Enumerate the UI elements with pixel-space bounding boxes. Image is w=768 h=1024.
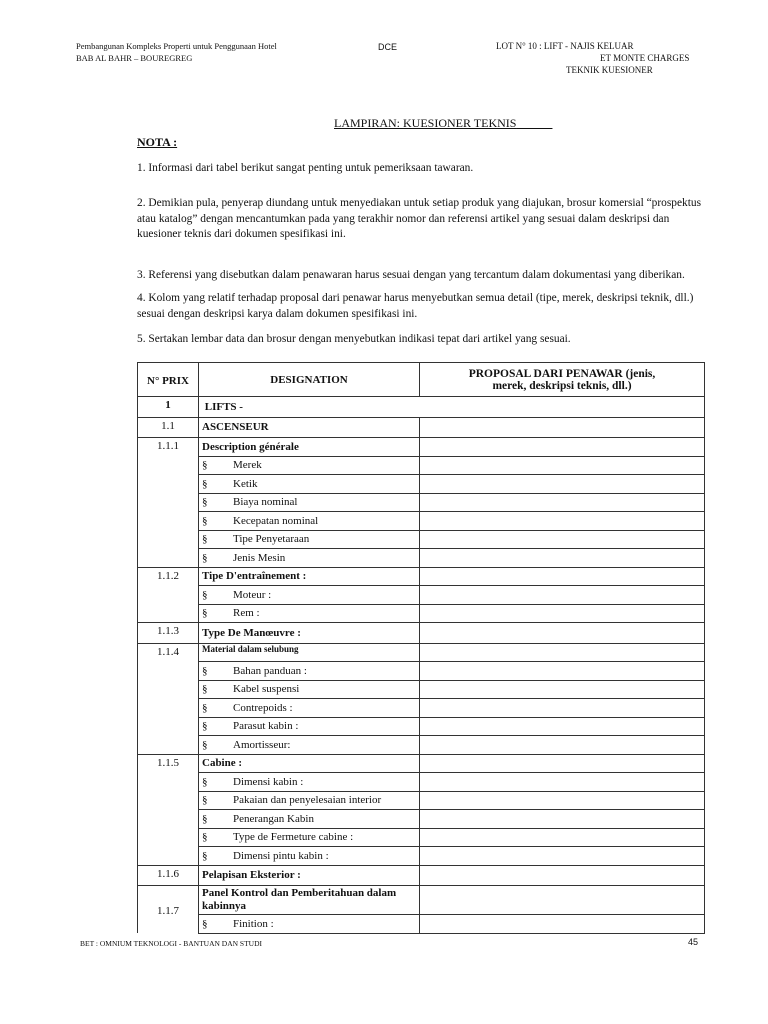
- sub-item-label: Kecepatan nominal: [233, 514, 319, 527]
- table-row: [138, 680, 705, 699]
- bullet-icon: §: [202, 533, 208, 546]
- row-label: [199, 397, 705, 418]
- bullet-icon: §: [202, 664, 208, 677]
- bullet-icon: §: [202, 775, 208, 788]
- row-label: Pelapisan Eksterior :: [199, 865, 420, 886]
- bullet-icon: §: [202, 917, 208, 930]
- table-row: [138, 549, 705, 568]
- header-project-line2: BAB AL BAHR – BOUREGREG: [76, 53, 193, 63]
- table-row: [138, 623, 705, 644]
- bullet-icon: §: [202, 738, 208, 751]
- sub-item: [199, 915, 420, 934]
- table-row: [138, 754, 705, 773]
- bullet-icon: §: [202, 477, 208, 490]
- bullet-icon: §: [202, 794, 208, 807]
- sub-item: [199, 456, 420, 475]
- header-lot-line2: ET MONTE CHARGES: [600, 53, 690, 63]
- sub-item: [199, 512, 420, 531]
- table-row: [138, 791, 705, 810]
- header-project: [76, 40, 277, 64]
- row-number: 1.1.1: [138, 438, 199, 568]
- header-lot-line1: LOT N° 10 : LIFT - NAJIS KELUAR: [496, 41, 634, 51]
- sub-item-label: Jenis Mesin: [233, 551, 286, 564]
- bullet-icon: §: [202, 588, 208, 601]
- row-number: 1.1.3: [138, 623, 199, 644]
- table-row: [138, 865, 705, 886]
- proposal-cell[interactable]: [420, 754, 705, 773]
- sub-item-label: Merek: [233, 459, 262, 472]
- sub-item-label: Penerangan Kabin: [233, 812, 314, 825]
- table-row: [138, 699, 705, 718]
- sub-item: [199, 530, 420, 549]
- proposal-cell[interactable]: [420, 865, 705, 886]
- sub-item-label: Amortisseur:: [233, 738, 291, 751]
- sub-item-label: Biaya nominal: [233, 496, 298, 509]
- row-label: ASCENSEUR: [199, 417, 420, 438]
- proposal-cell[interactable]: [420, 623, 705, 644]
- sub-item: [199, 828, 420, 847]
- proposal-cell[interactable]: [420, 456, 705, 475]
- bullet-icon: §: [202, 496, 208, 509]
- row-number: [138, 886, 199, 934]
- table-row: [138, 643, 705, 662]
- table-row: [138, 456, 705, 475]
- sub-item: [199, 475, 420, 494]
- sub-item-label: Bahan panduan :: [233, 664, 307, 677]
- row-label: Description générale: [199, 438, 420, 457]
- proposal-cell[interactable]: [420, 493, 705, 512]
- sub-item: [199, 699, 420, 718]
- col-designation-header: DESIGNATION: [199, 363, 420, 397]
- sub-item: [199, 717, 420, 736]
- proposal-cell[interactable]: [420, 586, 705, 605]
- proposal-cell[interactable]: [420, 662, 705, 681]
- title-underline-tail: [516, 116, 552, 130]
- note-3: 3. Referensi yang disebutkan dalam penawaran harus sesuai dengan yang tercantum dalam dokumentasi yang diberikan.: [137, 269, 685, 281]
- row-label: Tipe D'entraînement :: [199, 567, 420, 586]
- bullet-icon: §: [202, 551, 208, 564]
- proposal-cell[interactable]: [420, 773, 705, 792]
- sub-item: [199, 586, 420, 605]
- proposal-cell[interactable]: [420, 736, 705, 755]
- proposal-cell[interactable]: [420, 886, 705, 915]
- sub-item-label: Rem :: [233, 607, 260, 620]
- sub-item-label: Type de Fermeture cabine :: [233, 831, 354, 844]
- sub-item: [199, 662, 420, 681]
- proposal-cell[interactable]: [420, 604, 705, 623]
- sub-item-label: Pakaian dan penyelesaian interior: [233, 794, 382, 807]
- proposal-cell[interactable]: [420, 847, 705, 866]
- col-proposal-line1: PROPOSAL DARI PENAWAR (jenis,: [468, 367, 656, 380]
- row-number: 1.1.6: [138, 865, 199, 886]
- row-number-text: 1.1.7: [157, 904, 179, 917]
- proposal-cell[interactable]: [420, 828, 705, 847]
- proposal-cell[interactable]: [420, 699, 705, 718]
- header-lot-line3: TEKNIK KUESIONER: [566, 65, 653, 75]
- col-proposal-header: [420, 363, 705, 397]
- row-number: 1.1.5: [138, 754, 199, 865]
- sub-item: [199, 791, 420, 810]
- sub-item: [199, 604, 420, 623]
- sub-item-label: Finition :: [233, 917, 274, 930]
- proposal-cell[interactable]: [420, 417, 705, 438]
- row-number: 1.1.2: [138, 567, 199, 623]
- bullet-icon: §: [202, 459, 208, 472]
- table-row: [138, 847, 705, 866]
- table-row: [138, 810, 705, 829]
- note-2: 2. Demikian pula, penyerap diundang untuk menyediakan untuk setiap produk yang diajukan, brosur komersial “prospektus atau katalog” dengan mencantumkan pada yang terakhir nomor dan referensi artikel yang sesuai dalam deskripsi dan kuesioner teknis dari dokumen spesifikasi ini.: [137, 197, 702, 240]
- proposal-cell[interactable]: [420, 791, 705, 810]
- proposal-cell[interactable]: [420, 475, 705, 494]
- table-row: [138, 828, 705, 847]
- sub-item: [199, 549, 420, 568]
- sub-item: [199, 810, 420, 829]
- table-header-row: [138, 363, 705, 397]
- proposal-cell[interactable]: [420, 643, 705, 662]
- sub-item-label: Contrepoids :: [233, 701, 293, 714]
- sub-item: [199, 736, 420, 755]
- table-row: [138, 586, 705, 605]
- header-dce: DCE: [378, 42, 398, 52]
- header-lot: [496, 40, 689, 76]
- table-row: [138, 567, 705, 586]
- bullet-icon: §: [202, 683, 208, 696]
- row-label: Material dalam selubung: [199, 643, 420, 662]
- footer-left: BET : OMNIUM TEKNOLOGI - BANTUAN DAN STUDI: [80, 939, 263, 948]
- header-project-line1: Pembangunan Kompleks Properti untuk Penggunaan Hotel: [76, 41, 277, 51]
- page-title-text: LAMPIRAN: KUESIONER TEKNIS: [334, 116, 517, 130]
- table-row: [138, 530, 705, 549]
- bullet-icon: §: [202, 812, 208, 825]
- note-4: 4. Kolom yang relatif terhadap proposal dari penawar harus menyebutkan semua detail (tipe, merek, deskripsi teknik, dll.) sesuai dengan deskripsi karya dalam dokumen spesifikasi ini.: [137, 292, 694, 320]
- table-row: [138, 397, 705, 418]
- sub-item: [199, 773, 420, 792]
- col-prix-header: N° PRIX: [138, 363, 199, 397]
- table-row: [138, 493, 705, 512]
- page-number: 45: [688, 937, 699, 947]
- row-number: 1.1: [138, 417, 199, 438]
- sub-item-label: Moteur :: [233, 588, 272, 601]
- row-label: Cabine :: [199, 754, 420, 773]
- proposal-cell[interactable]: [420, 567, 705, 586]
- sub-item-label: Ketik: [233, 477, 258, 490]
- row-label-text: LIFTS -: [204, 400, 243, 413]
- bullet-icon: §: [202, 849, 208, 862]
- questionnaire-table: [137, 362, 705, 934]
- sub-item-label: Dimensi pintu kabin :: [233, 849, 329, 862]
- bullet-icon: §: [202, 831, 208, 844]
- row-number: 1.1.4: [138, 643, 199, 754]
- proposal-cell[interactable]: [420, 512, 705, 531]
- proposal-cell[interactable]: [420, 438, 705, 457]
- row-number: 1: [138, 397, 199, 418]
- sub-item-label: Dimensi kabin :: [233, 775, 304, 788]
- page-title: [334, 116, 552, 131]
- table-row: [138, 438, 705, 457]
- col-proposal-line2: merek, deskripsi teknis, dll.): [492, 379, 632, 392]
- row-label: Type De Manœuvre :: [199, 623, 420, 644]
- sub-item: [199, 493, 420, 512]
- sub-item: [199, 847, 420, 866]
- table-row: [138, 717, 705, 736]
- table-row: [138, 736, 705, 755]
- note-1: 1. Informasi dari tabel berikut sangat penting untuk pemeriksaan tawaran.: [137, 162, 474, 174]
- row-label: Panel Kontrol dan Pemberitahuan dalam kabinnya: [199, 886, 420, 915]
- sub-item-label: Kabel suspensi: [233, 683, 300, 696]
- bullet-icon: §: [202, 607, 208, 620]
- table-row: [138, 475, 705, 494]
- table-row: [138, 662, 705, 681]
- sub-item-label: Parasut kabin :: [233, 720, 299, 733]
- proposal-cell[interactable]: [420, 530, 705, 549]
- bullet-icon: §: [202, 701, 208, 714]
- proposal-cell[interactable]: [420, 717, 705, 736]
- bullet-icon: §: [202, 720, 208, 733]
- table-row: [138, 886, 705, 915]
- table-row: [138, 512, 705, 531]
- proposal-cell[interactable]: [420, 680, 705, 699]
- table-row: [138, 417, 705, 438]
- table-row: [138, 773, 705, 792]
- sub-item: [199, 680, 420, 699]
- sub-item-label: Tipe Penyetaraan: [233, 533, 310, 546]
- bullet-icon: §: [202, 514, 208, 527]
- note-5: 5. Sertakan lembar data dan brosur dengan menyebutkan indikasi tepat dari artikel yang sesuai.: [137, 333, 571, 345]
- proposal-cell[interactable]: [420, 549, 705, 568]
- nota-heading: NOTA :: [137, 135, 178, 149]
- proposal-cell[interactable]: [420, 915, 705, 934]
- table-row: [138, 915, 705, 934]
- table-row: [138, 604, 705, 623]
- proposal-cell[interactable]: [420, 810, 705, 829]
